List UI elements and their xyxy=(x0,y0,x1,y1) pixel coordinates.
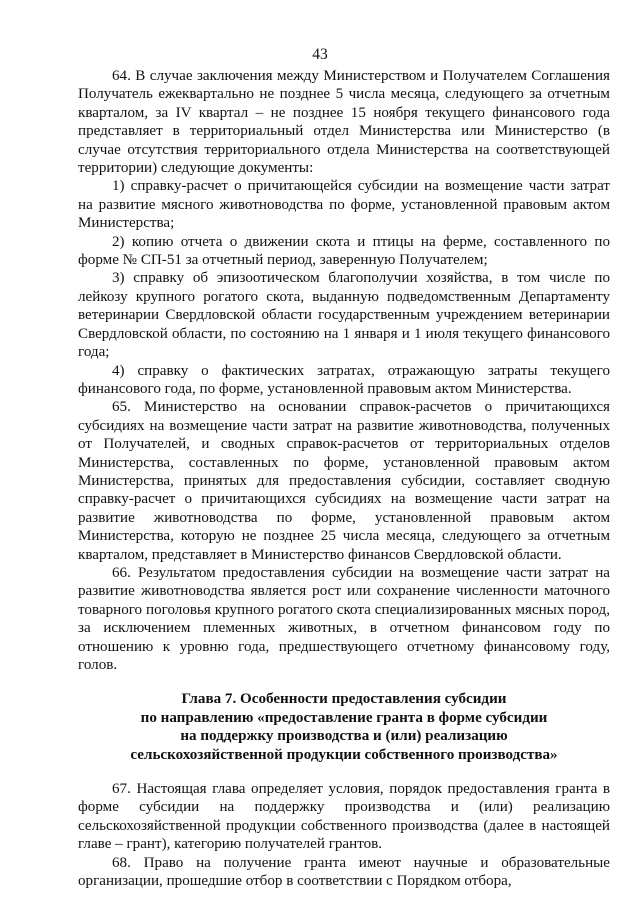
paragraph-67: 67. Настоящая глава определяет условия, порядок предоставления гранта в форме субсидии на поддержку производства и (или) реализацию сельскохозяйственной продукции собственного производства (далее в настоящей главе – грант), категорию получателей грантов. xyxy=(78,781,610,853)
paragraph-68: 68. Право на получение гранта имеют научные и образовательные организации, прошедшие отбор в соответствии с Порядком отбора, xyxy=(78,854,610,890)
spacer xyxy=(78,674,610,690)
paragraph-65: 65. Министерство на основании справок-расчетов о причитающихся субсидиях на возмещение части затрат на развитие животноводства, полученных от Получателей, и сводных справок-расчетов от территориальных отделов Министерства, составленных по форме, установленной правовым актом Министерства, принятых для предоставления субсидии, составляет сводную справку-расчет о причитающихся субсидиях на возмещение части затрат на развитие животноводства по форме, установленной правовым актом Министерства, которую не позднее 25 числа месяца, следующего за отчетным кварталом, представляет в Министерство финансов Свердловской области. xyxy=(78,399,610,563)
paragraph-64-item-1: 1) справку-расчет о причитающейся субсидии на возмещение части затрат на развитие мясного животноводства по форме, установленной правовым актом Министерства; xyxy=(78,178,610,232)
spacer xyxy=(78,764,610,780)
page-number: 43 xyxy=(312,46,328,63)
paragraph-64-item-3: 3) справку об эпизоотическом благополучии хозяйства, в том числе по лейкозу крупного рогатого скота, выданную подведомственным Департаменту ветеринарии Свердловской области государственным учреждением ветеринарии Свердловской области, по состоянию на 1 января и 1 июля текущего финансового года; xyxy=(78,270,610,361)
chapter-heading-line: Глава 7. Особенности предоставления субсидии xyxy=(181,691,507,708)
paragraph-66: 66. Результатом предоставления субсидии на возмещение части затрат на развитие животноводства является рост или сохранение численности маточного товарного поголовья крупного рогатого скота специализированных мясных пород, за исключением племенных животных, в отчетном финансовом году по отношению к уровню года, предшествующего отчетному финансовому году, голов. xyxy=(78,564,610,673)
paragraph-64: 64. В случае заключения между Министерством и Получателем Соглашения Получатель ежеквартально не позднее 5 числа месяца, следующего за отчетным кварталом, за IV квартал – не позднее 15 ноября текущего финансового года представляет в территориальный отдел Министерства или Министерство (в случае отсутствия территориального отдела Министерства на соответствующей территории) следующие документы: xyxy=(78,68,610,177)
chapter-heading-line: на поддержку производства и (или) реализацию xyxy=(180,728,508,745)
paragraph-64-item-2: 2) копию отчета о движении скота и птицы на ферме, составленного по форме № СП-51 за отчетный период, заверенную Получателем; xyxy=(78,233,610,269)
chapter-heading-line: по направлению «предоставление гранта в форме субсидии xyxy=(140,709,548,726)
document-body xyxy=(78,67,610,890)
chapter-heading xyxy=(78,690,610,764)
chapter-heading-line: сельскохозяйственной продукции собственного производства» xyxy=(130,746,558,763)
paragraph-64-item-4: 4) справку о фактических затратах, отражающую затраты текущего финансового года, по форме, установленной правовым актом Министерства. xyxy=(78,362,610,397)
